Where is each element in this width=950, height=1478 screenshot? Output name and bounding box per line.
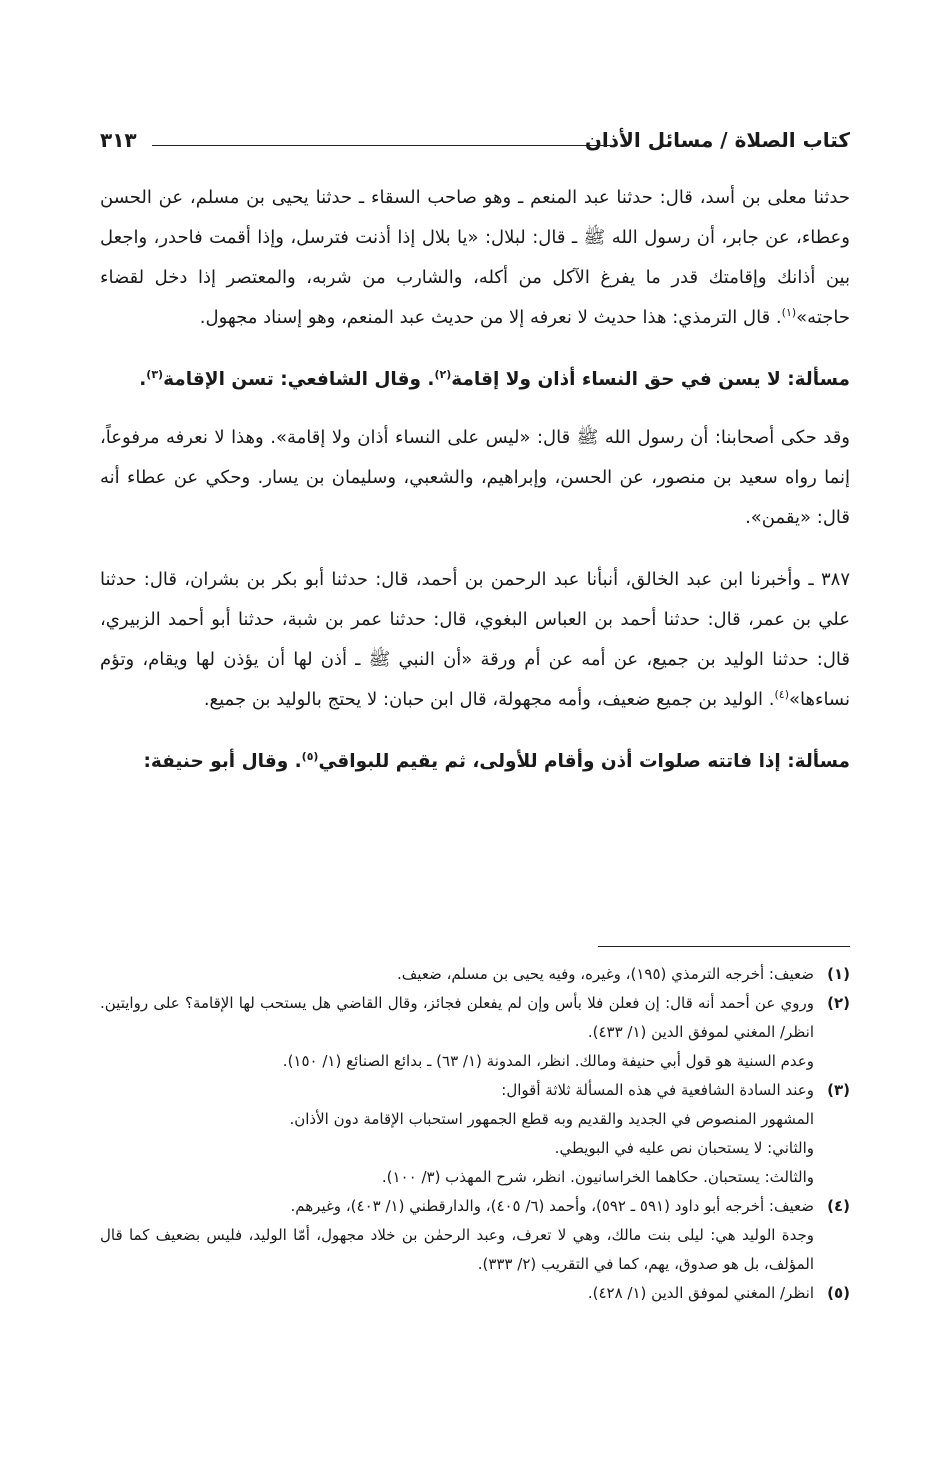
footnotes — [100, 960, 850, 1308]
running-header — [100, 128, 850, 162]
footnote-text: المشهور المنصوص في الجديد والقديم وبه قطع الجمهور استحباب الإقامة دون الأذان. — [289, 1110, 814, 1128]
footnote-ref-5: (٥) — [301, 749, 319, 763]
paragraph-hadith-387: ٣٨٧ ـ وأخبرنا ابن عبد الخالق، أنبأنا عبد الرحمن بن أحمد، قال: حدثنا أبو بكر بن بشران، قال: حدثنا علي بن عمر، قال: حدثنا أحمد بن العباس البغوي، قال: حدثنا عمر بن شبة، حدثنا أبو أحمد الزبيري، قال: حدثنا الوليد بن جميع، عن أمه عن أم ورقة «أن النبي ﷺ ـ أذن لها أن يؤذن لها ويقام، وتؤم نساءها»$^{(٤)}$. الوليد بن جميع ضعيف، وأمه مجهولة، قال ابن حبان: لا يحتج بالوليد بن جميع. — [100, 569, 850, 710]
footnote-2 — [100, 989, 850, 1076]
footnote-number: (٢) — [827, 994, 850, 1012]
footnote-ref-1: (١) — [781, 306, 797, 319]
paragraph-hadith-intro: حدثنا معلى بن أسد، قال: حدثنا عبد المنعم ـ وهو صاحب السقاء ـ حدثنا يحيى بن مسلم، عن الحسن وعطاء، عن جابر، أن رسول الله ﷺ ـ قال: لبلال: «يا بلال إذا أذنت فترسل، وإذا أقمت فاحدر، واجعل بين أذانك وإقامتك قدر ما يفرغ الآكل من أكله، والشارب من شربه، والمعتصر إذا دخل لقضاء حاجته»$^{(١)}$. قال الترمذي: هذا حديث لا نعرفه إلا من حديث عبد المنعم، وهو إسناد مجهول. — [100, 187, 850, 328]
footnote-ref-4: (٤) — [774, 688, 789, 701]
issue-heading-missed-prayers: مسألة: إذا فاتته صلوات أذن وأقام للأولى، ثم يقيم للبواقي$^{(٥)}$. وقال أبو حنيفة: — [143, 749, 850, 772]
footnote-text: وجدة الوليد هي: ليلى بنت مالك، وهي لا تعرف، وعبد الرحمٰن بن خلاد مجهول، أمّا الوليد، فليس بضعيف كما قال المؤلف، بل هو صدوق، يهم، كما في التقريب (٢/ ٣٣٣). — [100, 1226, 814, 1273]
footnote-text: والثاني: لا يستحبان نص عليه في البويطي. — [554, 1139, 814, 1157]
issue-heading-women-adhan: مسألة: لا يسن في حق النساء أذان ولا إقامة$^{(٢)}$. وقال الشافعي: تسن الإقامة$^{(٣)}$. — [139, 367, 850, 390]
footnote-1 — [100, 960, 850, 989]
footnote-text: ضعيف: أخرجه الترمذي (١٩٥)، وغيره، وفيه يحيى بن مسلم، ضعيف. — [397, 965, 814, 983]
paragraph-companions: وقد حكى أصحابنا: أن رسول الله ﷺ قال: «ليس على النساء أذان ولا إقامة». وهذا لا نعرفه مرفوعاً، إنما رواه سعيد بن منصور، عن الحسن، وإبراهيم، والشعبي، وسليمان بن يسار. وحكي عن عطاء أنه قال: «يقمن». — [100, 427, 850, 528]
footnote-text: وروي عن أحمد أنه قال: إن فعلن فلا بأس وإن لم يفعلن فجائز، وقال القاضي هل يستحب لها الإقامة؟ على روايتين. انظر/ المغني لموفق الدين (١/ ٤٣٣). — [100, 994, 814, 1041]
footnote-5 — [100, 1279, 850, 1308]
footnote-number: (١) — [827, 965, 850, 983]
footnote-text: والثالث: يستحبان. حكاهما الخراسانيون. انظر، شرح المهذب (٣/ ١٠٠). — [381, 1168, 814, 1186]
footnote-text: وعند السادة الشافعية في هذه المسألة ثلاثة أقوال: — [501, 1081, 814, 1099]
footnote-3 — [100, 1076, 850, 1192]
main-text — [100, 178, 850, 782]
chapter-title: كتاب الصلاة / مسائل الأذان — [584, 128, 850, 152]
footnote-divider — [598, 946, 850, 947]
footnote-text: وعدم السنية هو قول أبي حنيفة ومالك. انظر، المدونة (١/ ٦٣) ـ بدائع الصنائع (١/ ١٥٠). — [282, 1052, 814, 1070]
footnote-ref-3: (٣) — [146, 367, 164, 381]
footnote-text: انظر/ المغني لموفق الدين (١/ ٤٢٨). — [587, 1284, 814, 1302]
footnote-number: (٥) — [827, 1284, 850, 1302]
footnote-ref-2: (٢) — [434, 367, 452, 381]
footnote-text: ضعيف: أخرجه أبو داود (٥٩١ ـ ٥٩٢)، وأحمد (٦/ ٤٠٥)، والدارقطني (١/ ٤٠٣)، وغيرهم. — [290, 1197, 814, 1215]
page-number: ٣١٣ — [100, 128, 137, 152]
header-divider — [152, 145, 615, 146]
footnote-4 — [100, 1192, 850, 1279]
footnote-number: (٣) — [827, 1081, 850, 1099]
footnote-number: (٤) — [827, 1197, 850, 1215]
